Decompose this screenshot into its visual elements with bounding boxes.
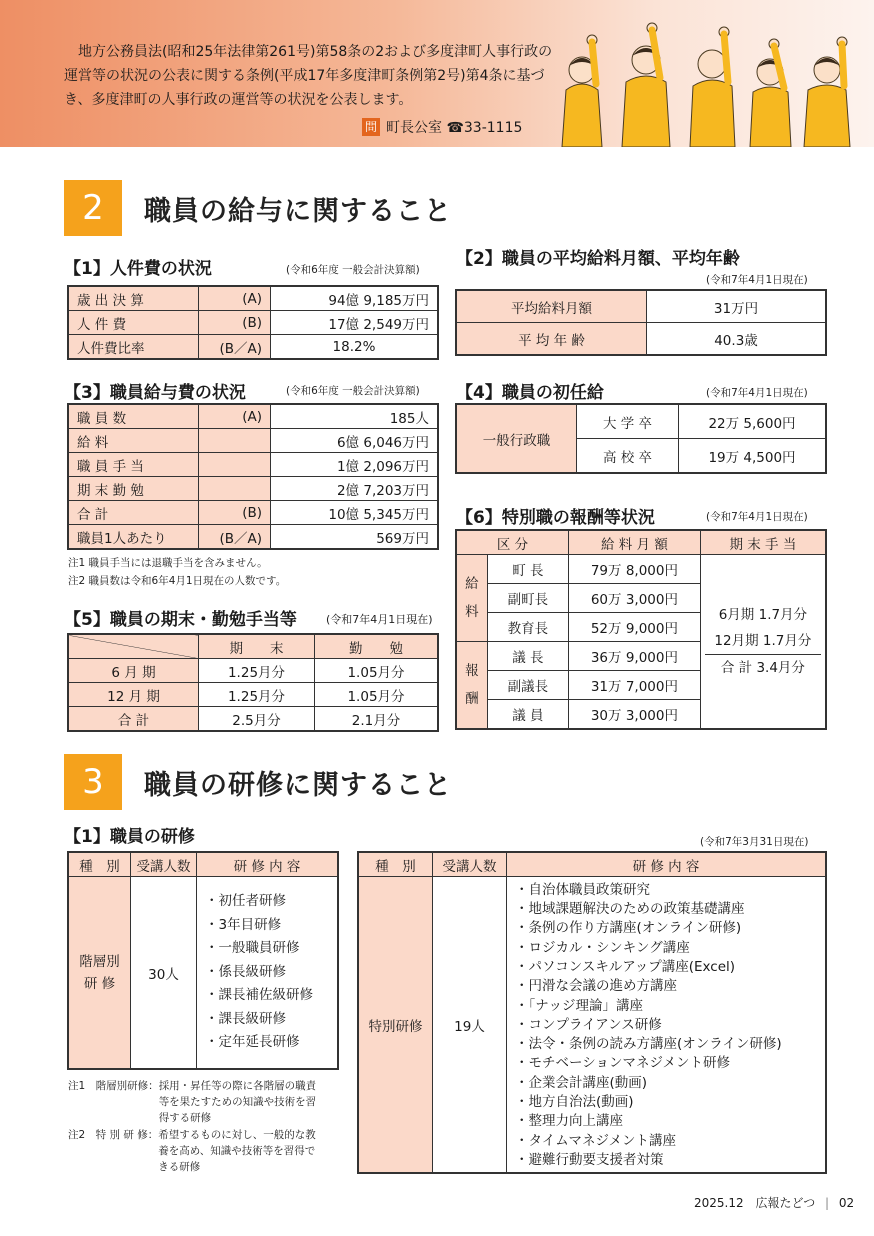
row-value: 2.1月分: [315, 707, 438, 731]
page-footer: [694, 1194, 854, 1211]
category-cell: 特別研修: [359, 877, 433, 1173]
row-label: 職 員 数: [69, 405, 199, 429]
row-label: 合 計: [69, 501, 199, 525]
note-body: 希望するものに対し、一般的な教養を高め、知識や技術等を習得できる研修: [158, 1129, 316, 1173]
col-header: 種 別: [69, 853, 131, 877]
row-value: 79万 8,000円: [569, 555, 701, 584]
table-row: [457, 555, 826, 584]
row-label: 平均給料月額: [457, 291, 647, 323]
section-title: 職員の研修に関すること: [144, 769, 452, 801]
list-item: ・ロジカル・シンキング講座: [515, 939, 690, 956]
table-header-row: [69, 853, 338, 877]
list-item: ・自治体職員政策研究: [515, 881, 650, 898]
row-value: 2.5月分: [199, 707, 315, 731]
section-2-heading: [64, 180, 452, 236]
section-title: 職員の給与に関すること: [144, 195, 452, 227]
col-header: 期 末: [199, 635, 315, 659]
row-code: (B／A): [199, 335, 271, 359]
row-value: 1.25月分: [199, 659, 315, 683]
row-value: 10億 5,345万円: [271, 501, 438, 525]
col-header: 期 末 手 当: [700, 531, 825, 555]
bonus-line: 6月期 1.7月分: [718, 607, 808, 623]
row-label: 教育長: [487, 613, 568, 642]
row-label: 職 員 手 当: [69, 453, 199, 477]
intro-text: 地方公務員法(昭和25年法律第261号)第58条の2および多度津町人事行政の運営等の状況の公表に関する条例(平成17年多度津町条例第2号)第4条に基づき、多度津町の人事行政の運営等の状況を公表します。: [64, 44, 553, 108]
t6-title: 【6】特別職の報酬等状況: [456, 508, 655, 528]
item-list: [507, 877, 826, 1173]
row-label: 副町長: [487, 584, 568, 613]
row-label: 町 長: [487, 555, 568, 584]
t7-title: 【1】職員の研修: [64, 827, 195, 847]
row-value: 22万 5,600円: [679, 405, 826, 439]
list-item: ・課長補佐級研修: [205, 987, 313, 1004]
table-row: [69, 405, 438, 429]
table-row: [457, 291, 826, 323]
contact-info: [362, 117, 522, 137]
category-cell: 一般行政職: [457, 405, 577, 473]
row-value: 60万 3,000円: [569, 584, 701, 613]
row-label: 歳 出 決 算: [69, 287, 199, 311]
table-row: [69, 683, 438, 707]
t1-title: 【1】人件費の状況: [64, 259, 212, 279]
list-item: ・円滑な会議の進め方講座: [515, 978, 677, 995]
col-header: 受講人数: [433, 853, 507, 877]
row-label: 合 計: [69, 707, 199, 731]
row-value: 1.05月分: [315, 659, 438, 683]
item-list: [197, 877, 338, 1069]
row-code: [199, 477, 271, 501]
row-value: 94億 9,185万円: [271, 287, 438, 311]
t5-title: 【5】職員の期末・勤勉手当等: [64, 610, 297, 630]
list-item: ・パソコンスキルアップ講座(Excel): [515, 958, 736, 975]
staff-illustration: [552, 20, 874, 147]
list-item: ・コンプライアンス研修: [515, 1016, 662, 1033]
row-value: 40.3歳: [647, 323, 826, 355]
list-item: ・モチベーションマネジメント研修: [515, 1055, 731, 1072]
contact-text: 町長公室 ☎33-1115: [386, 120, 523, 136]
t3-note: (令和6年度 一般会計決算額): [286, 385, 420, 397]
t4-table: [456, 404, 826, 473]
row-value: 31万円: [647, 291, 826, 323]
t7-note-1: [68, 1078, 348, 1126]
count-cell: 19人: [433, 877, 507, 1173]
list-item: ・企業会計講座(動画): [515, 1074, 648, 1091]
footer-divider: |: [825, 1196, 830, 1210]
row-label: 人件費比率: [69, 335, 199, 359]
bonus-cell: [700, 555, 825, 729]
t3-note-2: 注2 職員数は令和6年4月1日現在の人数です。: [68, 575, 287, 587]
col-header: 受講人数: [131, 853, 197, 877]
list-item: ・係長級研修: [205, 963, 286, 980]
row-label: 6 月 期: [69, 659, 199, 683]
row-value: 17億 2,549万円: [271, 311, 438, 335]
section-number: 3: [64, 754, 122, 810]
row-value: 31万 7,000円: [569, 671, 701, 700]
col-header: 種 別: [359, 853, 433, 877]
row-value: 6億 6,046万円: [271, 429, 438, 453]
row-value: 2億 7,203万円: [271, 477, 438, 501]
header-banner: [0, 0, 874, 147]
t3-table: [68, 404, 438, 549]
list-item: ・避難行動要支援者対策: [515, 1151, 664, 1168]
table-row: [69, 453, 438, 477]
table-row: [457, 405, 826, 439]
row-code: [199, 453, 271, 477]
table-header-row: [69, 635, 438, 659]
t7-left-table: [68, 852, 338, 1069]
t5-table: [68, 634, 438, 731]
t6-note: (令和7年4月1日現在): [706, 511, 808, 523]
table-row: [69, 501, 438, 525]
table-row: [69, 659, 438, 683]
list-item: ・3年目研修: [205, 916, 282, 933]
list-item: ・一般職員研修: [205, 940, 300, 957]
t4-note: (令和7年4月1日現在): [706, 387, 808, 399]
table-row: [69, 429, 438, 453]
row-value: 1.25月分: [199, 683, 315, 707]
table-row: [457, 323, 826, 355]
row-value: 52万 9,000円: [569, 613, 701, 642]
t2-title: 【2】職員の平均給料月額、平均年齢: [456, 249, 740, 269]
bonus-line: 12月期 1.7月分: [705, 628, 821, 655]
row-label: 人 件 費: [69, 311, 199, 335]
t2-table: [456, 290, 826, 355]
footer-page: 02: [838, 1196, 855, 1210]
row-label: 大 学 卒: [577, 405, 679, 439]
row-label: 12 月 期: [69, 683, 199, 707]
t2-note: (令和7年4月1日現在): [706, 274, 808, 286]
row-value: 19万 4,500円: [679, 439, 826, 473]
row-value: 18.2%: [271, 335, 438, 359]
row-label: 議 長: [487, 642, 568, 671]
row-code: (B): [199, 501, 271, 525]
row-label: 職員1人あたり: [69, 525, 199, 549]
note-head: 注1 階層別研修：: [68, 1080, 159, 1092]
t4-title: 【4】職員の初任給: [456, 383, 604, 403]
col-header: 給 料 月 額: [569, 531, 701, 555]
row-code: (B): [199, 311, 271, 335]
row-label: 議 員: [487, 700, 568, 729]
row-code: [199, 429, 271, 453]
row-label: 高 校 卒: [577, 439, 679, 473]
list-item: ・条例の作り方講座(オンライン研修): [515, 920, 742, 937]
list-item: ・法令・条例の読み方講座(オンライン研修): [515, 1036, 782, 1053]
table-row: [69, 311, 438, 335]
group-label-remuneration: 報酬: [457, 642, 488, 729]
col-header: 勤 勉: [315, 635, 438, 659]
t1-note: (令和6年度 一般会計決算額): [286, 264, 420, 276]
footer-name: 広報たどつ: [755, 1196, 816, 1210]
row-label: 期 末 勤 勉: [69, 477, 199, 501]
row-code: (A): [199, 405, 271, 429]
t3-title: 【3】職員給与費の状況: [64, 383, 246, 403]
table-header-row: [359, 853, 826, 877]
t5-note: (令和7年4月1日現在): [326, 613, 433, 626]
row-value: 30万 3,000円: [569, 700, 701, 729]
t7-right-table: [358, 852, 826, 1173]
row-label: 平 均 年 齢: [457, 323, 647, 355]
t7-note-2: [68, 1127, 348, 1175]
t7-note: (令和7年3月31日現在): [700, 836, 809, 848]
note-head: 注2 特 別 研 修：: [68, 1129, 159, 1141]
diagonal-cell: [69, 635, 199, 659]
row-code: (B／A): [199, 525, 271, 549]
row-value: 1億 2,096万円: [271, 453, 438, 477]
row-label: 給 料: [69, 429, 199, 453]
table-row: [69, 287, 438, 311]
col-header: 研 修 内 容: [197, 853, 338, 877]
table-row: [69, 477, 438, 501]
count-cell: 30人: [131, 877, 197, 1069]
category-cell: 階層別研 修: [69, 877, 131, 1069]
list-item: ・地方自治法(動画): [515, 1094, 634, 1111]
note-body: 採用・昇任等の際に各階層の職責等を果たすための知識や技術を習得する研修: [158, 1080, 317, 1124]
list-item: ・「ナッジ理論」講座: [515, 997, 643, 1014]
t3-note-1: 注1 職員手当には退職手当を含みません。: [68, 557, 268, 569]
row-value: 36万 9,000円: [569, 642, 701, 671]
inquiry-badge: 問: [362, 118, 380, 136]
row-code: (A): [199, 287, 271, 311]
section-number: 2: [64, 180, 122, 236]
footer-date: 2025.12: [694, 1196, 744, 1210]
t6-table: [456, 530, 826, 729]
row-label: 副議長: [487, 671, 568, 700]
section-3-heading: [64, 754, 452, 810]
row-value: 569万円: [271, 525, 438, 549]
table-header-row: [457, 531, 826, 555]
group-label-salary: 給料: [457, 555, 488, 642]
list-item: ・地域課題解決のための政策基礎講座: [515, 901, 745, 918]
table-row: [69, 877, 338, 1069]
table-row: [69, 335, 438, 359]
col-header: 研 修 内 容: [507, 853, 826, 877]
col-header: 区 分: [457, 531, 569, 555]
list-item: ・タイムマネジメント講座: [515, 1132, 677, 1149]
list-item: ・定年延長研修: [205, 1034, 300, 1051]
table-row: [69, 525, 438, 549]
list-item: ・初任者研修: [205, 893, 286, 910]
list-item: ・課長級研修: [205, 1010, 286, 1027]
t1-table: [68, 286, 438, 359]
list-item: ・整理力向上講座: [515, 1113, 623, 1130]
table-row: [69, 707, 438, 731]
row-value: 185人: [271, 405, 438, 429]
table-row: [359, 877, 826, 1173]
bonus-line: 合 計 3.4月分: [720, 660, 805, 676]
row-value: 1.05月分: [315, 683, 438, 707]
